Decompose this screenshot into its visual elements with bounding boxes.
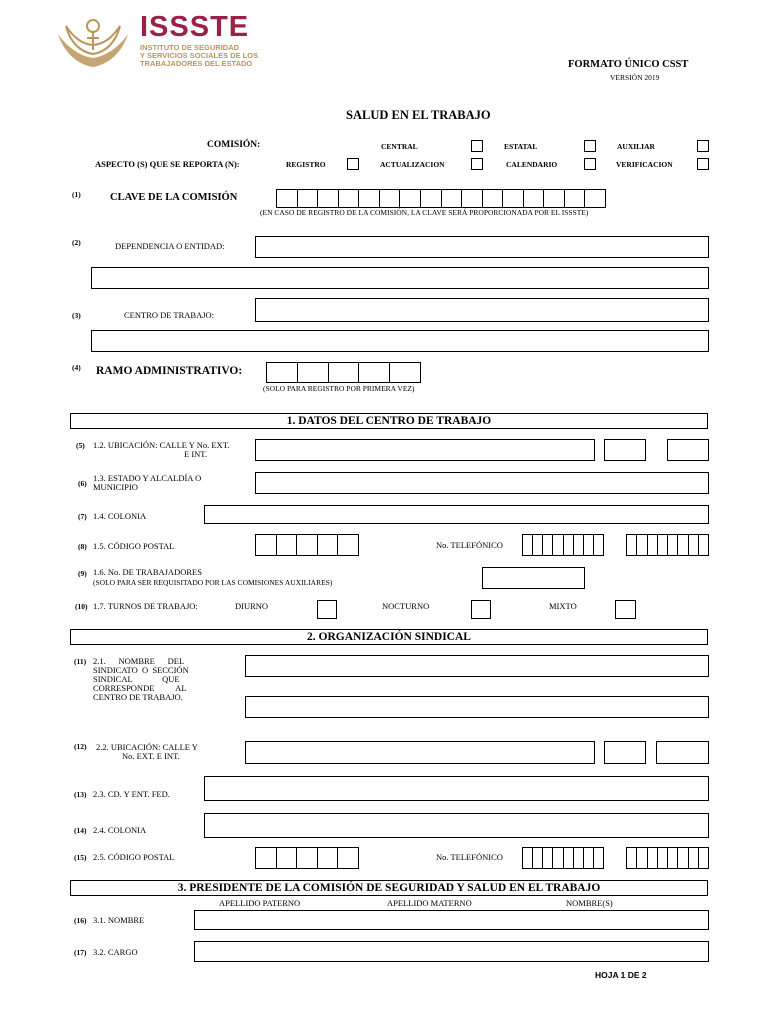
comision-label: COMISIÓN:: [207, 140, 261, 150]
presidente-cargo-label: 3.2. CARGO: [93, 947, 138, 957]
clave-note: (EN CASO DE REGISTRO DE LA COMISIÓN, LA CLAVE SERÁ PROPORCIONADA POR EL ISSSTE): [260, 208, 589, 217]
ramo-label: RAMO ADMINISTRATIVO:: [96, 365, 243, 377]
comision-central-checkbox[interactable]: [471, 140, 483, 152]
centro-trabajo-input[interactable]: [255, 298, 709, 322]
sindicato-calle-input[interactable]: [245, 741, 595, 764]
presidente-nombre-label: 3.1. NOMBRE: [93, 915, 145, 925]
telefono-input[interactable]: [522, 534, 604, 556]
field-number-16: (16): [74, 916, 87, 925]
centro-trabajo-input-line-2[interactable]: [91, 330, 709, 352]
aspecto-calendario-label: CALENDARIO: [506, 160, 558, 169]
sindicato-no-ext-input[interactable]: [604, 741, 646, 764]
column-nombres: NOMBRE(S): [566, 898, 613, 908]
sindicato-input[interactable]: [245, 655, 709, 677]
turno-mixto-checkbox[interactable]: [615, 600, 636, 619]
column-apellido-materno: APELLIDO MATERNO: [387, 898, 472, 908]
cd-entidad-input[interactable]: [204, 776, 709, 801]
trabajadores-input[interactable]: [482, 567, 585, 589]
colonia-label: 1.4. COLONIA: [93, 511, 147, 521]
page-indicator: HOJA 1 DE 2: [595, 970, 647, 980]
section-3-header: 3. PRESIDENTE DE LA COMISIÓN DE SEGURIDAD Y SALUD EN EL TRABAJO: [70, 880, 708, 896]
ramo-input[interactable]: [266, 362, 421, 383]
field-number-13: (13): [74, 790, 87, 799]
dependencia-input-line-2[interactable]: [91, 267, 709, 289]
field-number-8: (8): [78, 542, 87, 551]
estado-municipio-input[interactable]: [255, 472, 709, 494]
field-number-3: (3): [72, 311, 81, 320]
sindicato-label-2: SINDICATO O SECCIÓN: [93, 665, 189, 675]
aspecto-verificacion-checkbox[interactable]: [697, 158, 709, 170]
logo-line-2: Y SERVICIOS SOCIALES DE LOS: [140, 51, 259, 60]
issste-logo: [54, 12, 294, 72]
logo-name: ISSSTE: [140, 11, 250, 43]
document-title: SALUD EN EL TRABAJO: [346, 108, 491, 122]
field-number-2: (2): [72, 238, 81, 247]
field-number-15: (15): [74, 853, 87, 862]
section-1-header: 1. DATOS DEL CENTRO DE TRABAJO: [70, 413, 708, 429]
field-number-10: (10): [75, 602, 88, 611]
section-2-header: 2. ORGANIZACIÓN SINDICAL: [70, 629, 708, 645]
codigo-postal-label: 1.5. CÓDIGO POSTAL: [93, 541, 175, 551]
sindicato-no-int-input[interactable]: [656, 741, 709, 764]
comision-auxiliar-label: AUXILIAR: [617, 142, 655, 151]
format-version: VERSIÓN 2019: [610, 73, 660, 82]
sindicato-cp-label: 2.5. CÓDIGO POSTAL: [93, 852, 175, 862]
sindicato-label-5: CENTRO DE TRABAJO.: [93, 692, 183, 702]
ubicacion-no-ext-input[interactable]: [604, 439, 646, 461]
estado-label: 1.3. ESTADO Y ALCALDÍA O: [93, 473, 202, 483]
turno-diurno-label: DIURNO: [235, 601, 269, 611]
sindicato-colonia-input[interactable]: [204, 813, 709, 838]
codigo-postal-input[interactable]: [255, 534, 359, 556]
trabajadores-note: (SOLO PARA SER REQUISITADO POR LAS COMISIONES AUXILIARES): [93, 578, 333, 587]
sindicato-input-line-2[interactable]: [245, 696, 709, 718]
aspecto-registro-checkbox[interactable]: [347, 158, 359, 170]
sindicato-ubicacion-label-2: No. EXT. E INT.: [122, 751, 180, 761]
aspecto-actualizacion-checkbox[interactable]: [471, 158, 483, 170]
logo-line-3: TRABAJADORES DEL ESTADO: [140, 59, 253, 68]
field-number-11: (11): [74, 657, 87, 666]
cd-label: 2.3. CD. Y ENT. FED.: [93, 789, 170, 799]
presidente-nombre-input[interactable]: [194, 910, 709, 930]
sindicato-label-4: CORRESPONDE AL: [93, 683, 187, 693]
dependencia-label: DEPENDENCIA O ENTIDAD:: [115, 241, 225, 251]
colonia-input[interactable]: [204, 505, 709, 524]
presidente-cargo-input[interactable]: [194, 941, 709, 962]
sindicato-ubicacion-label: 2.2. UBICACIÓN: CALLE Y: [96, 742, 198, 752]
centro-trabajo-label: CENTRO DE TRABAJO:: [124, 310, 215, 320]
logo-line-1: INSTITUTO DE SEGURIDAD: [140, 43, 240, 52]
turnos-label: 1.7. TURNOS DE TRABAJO:: [93, 601, 198, 611]
field-number-1: (1): [72, 190, 81, 199]
ubicacion-label: 1.2. UBICACIÓN: CALLE Y No. EXT.: [93, 440, 230, 450]
ubicacion-no-int-input[interactable]: [667, 439, 709, 461]
aspecto-calendario-checkbox[interactable]: [584, 158, 596, 170]
sindicato-telefono-input-2[interactable]: [626, 847, 709, 869]
aspecto-actualizacion-label: ACTUALIZACION: [380, 160, 445, 169]
field-number-6: (6): [78, 479, 87, 488]
turno-nocturno-checkbox[interactable]: [471, 600, 491, 619]
sindicato-label-3: SINDICAL QUE: [93, 674, 180, 684]
ramo-note: (SOLO PARA REGISTRO POR PRIMERA VEZ): [263, 384, 415, 393]
estado-label-2: MUNICIPIO: [93, 482, 138, 492]
turno-nocturno-label: NOCTURNO: [382, 601, 430, 611]
comision-estatal-label: ESTATAL: [504, 142, 538, 151]
telefono-label: No. TELEFÓNICO: [436, 540, 503, 550]
aspecto-label: ASPECTO (S) QUE SE REPORTA (N):: [95, 159, 240, 169]
hands-emblem-icon: [54, 12, 132, 70]
sindicato-colonia-label: 2.4. COLONIA: [93, 825, 147, 835]
format-title: FORMATO ÚNICO CSST: [568, 59, 689, 70]
turno-diurno-checkbox[interactable]: [317, 600, 337, 619]
field-number-17: (17): [74, 948, 87, 957]
field-number-5: (5): [76, 441, 85, 450]
trabajadores-label: 1.6. No. DE TRABAJADORES: [93, 567, 202, 577]
sindicato-telefono-label: No. TELEFÓNICO: [436, 852, 503, 862]
field-number-4: (4): [72, 363, 81, 372]
ubicacion-calle-input[interactable]: [255, 439, 595, 461]
comision-estatal-checkbox[interactable]: [584, 140, 596, 152]
field-number-9: (9): [78, 569, 87, 578]
sindicato-label-1: 2.1. NOMBRE DEL: [93, 656, 185, 666]
field-number-7: (7): [78, 512, 87, 521]
aspecto-verificacion-label: VERIFICACION: [616, 160, 673, 169]
sindicato-telefono-input[interactable]: [522, 847, 604, 869]
comision-central-label: CENTRAL: [381, 142, 418, 151]
field-number-14: (14): [74, 826, 87, 835]
sindicato-cp-input[interactable]: [255, 847, 359, 869]
telefono-input-2[interactable]: [626, 534, 709, 556]
aspecto-registro-label: REGISTRO: [286, 160, 326, 169]
clave-label: CLAVE DE LA COMISIÓN: [110, 192, 238, 203]
turno-mixto-label: MIXTO: [549, 601, 577, 611]
column-apellido-paterno: APELLIDO PATERNO: [219, 898, 301, 908]
comision-auxiliar-checkbox[interactable]: [697, 140, 709, 152]
field-number-12: (12): [74, 742, 87, 751]
clave-input[interactable]: [276, 189, 606, 208]
dependencia-input[interactable]: [255, 236, 709, 258]
ubicacion-label-2: E INT.: [184, 449, 207, 459]
